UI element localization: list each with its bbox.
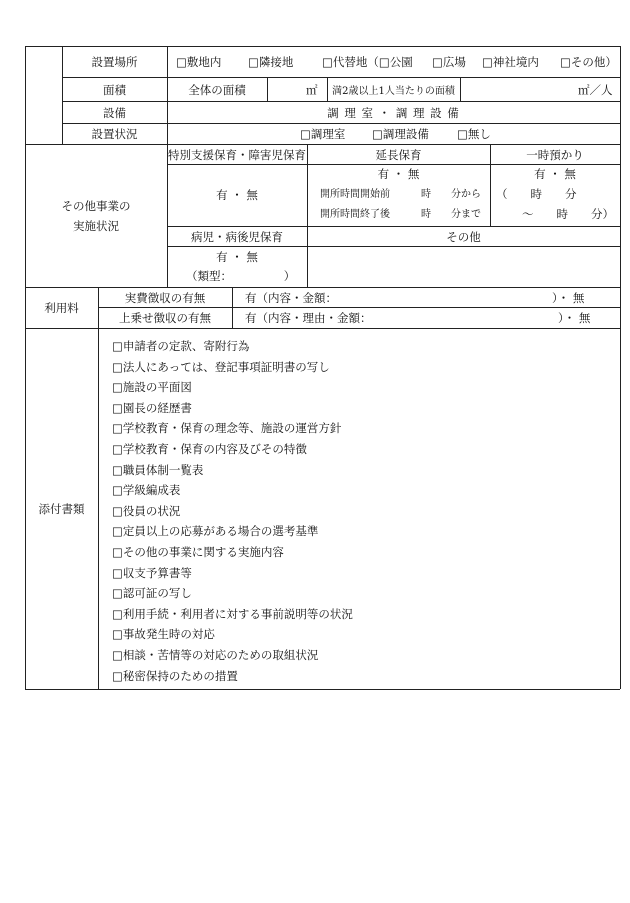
attachment-item[interactable]: □その他の事業に関する実施内容 <box>112 544 284 559</box>
extended-care-header: 延長保育 <box>375 147 422 162</box>
actual-cost-label: 実費徴収の有無 <box>124 290 206 305</box>
installation-option-none[interactable]: □無し <box>457 127 491 141</box>
actual-cost-detail[interactable]: 有（内容・金額： <box>245 291 337 305</box>
installation-option-kitchen[interactable]: □調理室 <box>300 127 346 141</box>
attachment-item[interactable]: □施設の平面図 <box>112 380 192 395</box>
attachment-item[interactable]: □収支予算書等 <box>112 565 192 580</box>
sick-child-type[interactable]: （類型： ） <box>186 269 296 283</box>
attachments-label: 添付書類 <box>38 502 85 516</box>
location-option-alternative-park[interactable]: □代替地（□公園 <box>322 55 413 69</box>
attachment-item[interactable]: □秘密保持のための措置 <box>112 668 238 683</box>
location-option-shrine[interactable]: □神社境内 <box>482 55 539 69</box>
attachment-item[interactable]: □役員の状況 <box>112 503 181 518</box>
special-support-header: 特別支援保育・障害児保育 <box>168 147 306 162</box>
location-option-premises[interactable]: □敷地内 <box>176 55 222 69</box>
installation-option-cooking-equipment[interactable]: □調理設備 <box>372 127 429 141</box>
table-border-bottom <box>25 689 620 690</box>
attachment-item[interactable]: □利用手続・利用者に対する事前説明等の状況 <box>112 606 353 621</box>
attachment-item[interactable]: □事故発生時の対応 <box>112 627 215 642</box>
extended-care-after-time[interactable]: 時 分まで <box>421 209 481 220</box>
location-option-other[interactable]: □その他） <box>560 55 617 69</box>
other-projects-label-line2: 実施状況 <box>73 219 119 233</box>
extended-care-before-label: 開所時間開始前 <box>320 189 390 200</box>
attachment-item[interactable]: □園長の経歴書 <box>112 400 192 415</box>
temporary-care-header: 一時預かり <box>526 147 584 162</box>
attachment-item[interactable]: □学級編成表 <box>112 483 181 498</box>
attachment-item[interactable]: □法人にあっては、登記事項証明書の写し <box>112 359 330 374</box>
other-projects-label <box>25 196 167 236</box>
temporary-care-value[interactable]: 有 ・ 無 <box>534 167 576 181</box>
temporary-care-time-start[interactable]: （ 時 分 <box>496 187 577 201</box>
equipment-label: 設備 <box>103 105 126 120</box>
special-support-value[interactable]: 有 ・ 無 <box>216 188 258 202</box>
attachment-item[interactable]: □定員以上の応募がある場合の選考基準 <box>112 524 319 539</box>
per-child-area-label: 満2歳以上1人当たりの面積 <box>332 86 455 97</box>
extended-care-before-time[interactable]: 時 分から <box>421 189 481 200</box>
location-option-plaza[interactable]: □広場 <box>432 55 466 69</box>
attachment-item[interactable]: □相談・苦情等の対応のための取組状況 <box>112 647 319 662</box>
location-label: 設置場所 <box>91 55 138 69</box>
sick-child-header: 病児・病後児保育 <box>191 229 283 244</box>
installation-label: 設置状況 <box>91 127 138 141</box>
location-option-adjacent[interactable]: □隣接地 <box>248 55 294 69</box>
attachment-item[interactable]: □学校教育・保育の内容及びその特徴 <box>112 441 307 456</box>
actual-cost-suffix[interactable]: ）・ 無 <box>552 291 585 305</box>
total-area-unit: ㎡ <box>306 83 318 97</box>
other-project-header: その他 <box>446 229 481 244</box>
temporary-care-time-end[interactable]: ～ 時 分） <box>522 207 614 221</box>
fees-label: 利用料 <box>44 301 79 315</box>
per-child-area-unit: ㎡／人 <box>578 83 613 97</box>
other-projects-label-line1: その他事業の <box>61 199 131 213</box>
attachment-item[interactable]: □認可証の写し <box>112 586 192 601</box>
surcharge-detail[interactable]: 有（内容・理由・金額： <box>245 311 372 325</box>
sick-child-value[interactable]: 有 ・ 無 <box>216 250 258 264</box>
extended-care-value[interactable]: 有 ・ 無 <box>377 167 420 181</box>
attachment-item[interactable]: □申請者の定款、寄附行為 <box>112 339 250 353</box>
surcharge-suffix[interactable]: ）・ 無 <box>558 311 591 325</box>
equipment-value: 調 理 室 ・ 調 理 設 備 <box>327 105 460 120</box>
surcharge-label: 上乗せ徴収の有無 <box>119 311 211 325</box>
attachment-item[interactable]: □学校教育・保育の理念等、施設の運営方針 <box>112 421 342 436</box>
table-border-right <box>620 46 621 689</box>
area-label: 面積 <box>103 82 126 97</box>
attachments-list <box>112 336 353 686</box>
attachment-item[interactable]: □職員体制一覧表 <box>112 462 204 477</box>
total-area-label: 全体の面積 <box>188 82 246 97</box>
extended-care-after-label: 開所時間終了後 <box>320 209 390 220</box>
